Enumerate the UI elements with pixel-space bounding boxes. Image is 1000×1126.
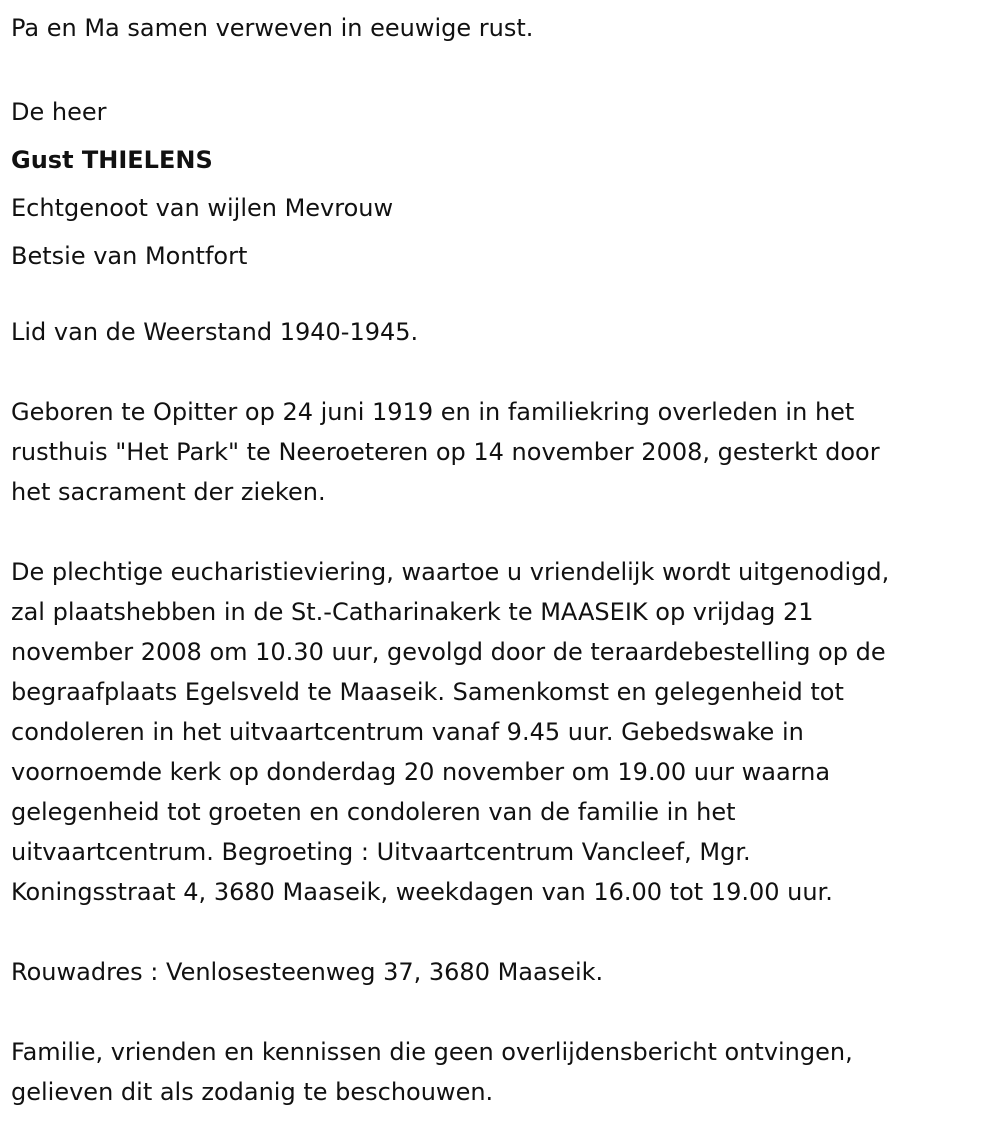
spouse-line-2: Betsie van Montfort <box>11 242 248 270</box>
paragraph-line: condoleren in het uitvaartcentrum vanaf 9.45 uur. Gebedswake in <box>11 718 804 746</box>
spacer <box>11 992 991 1032</box>
paragraph-line: uitvaartcentrum. Begroeting : Uitvaartcentrum Vancleef, Mgr. <box>11 838 751 866</box>
spacer <box>11 280 991 312</box>
birth-death-paragraph <box>11 392 991 512</box>
paragraph-line: begraafplaats Egelsveld te Maaseik. Samenkomst en gelegenheid tot <box>11 678 844 706</box>
membership-line: Lid van de Weerstand 1940-1945. <box>11 318 419 346</box>
paragraph-line: De plechtige eucharistieviering, waartoe u vriendelijk wordt uitgenodigd, <box>11 558 890 586</box>
paragraph-line: voornoemde kerk op donderdag 20 november om 19.00 uur waarna <box>11 758 831 786</box>
spacer <box>11 912 991 952</box>
mourning-address: Rouwadres : Venlosesteenweg 37, 3680 Maaseik. <box>11 958 604 986</box>
obituary-document <box>11 8 991 1112</box>
paragraph-line: Geboren te Opitter op 24 juni 1919 en in familiekring overleden in het <box>11 398 855 426</box>
paragraph-line: Koningsstraat 4, 3680 Maaseik, weekdagen van 16.00 tot 19.00 uur. <box>11 878 833 906</box>
salutation: De heer <box>11 98 107 126</box>
paragraph-line: Familie, vrienden en kennissen die geen overlijdensbericht ontvingen, <box>11 1038 853 1066</box>
paragraph-line: gelegenheid tot groeten en condoleren van de familie in het <box>11 798 736 826</box>
spacer <box>11 352 991 392</box>
paragraph-line: gelieven dit als zodanig te beschouwen. <box>11 1078 494 1106</box>
deceased-name: Gust THIELENS <box>11 146 213 174</box>
service-paragraph <box>11 552 991 912</box>
paragraph-line: rusthuis "Het Park" te Neeroeteren op 14 november 2008, gesterkt door <box>11 438 880 466</box>
paragraph-line: het sacrament der zieken. <box>11 478 326 506</box>
motto-line: Pa en Ma samen verweven in eeuwige rust. <box>11 14 534 42</box>
closing-paragraph <box>11 1032 991 1112</box>
spacer <box>11 48 991 88</box>
spacer <box>11 512 991 552</box>
paragraph-line: november 2008 om 10.30 uur, gevolgd door de teraardebestelling op de <box>11 638 886 666</box>
spouse-line-1: Echtgenoot van wijlen Mevrouw <box>11 194 394 222</box>
paragraph-line: zal plaatshebben in de St.-Catharinakerk te MAASEIK op vrijdag 21 <box>11 598 814 626</box>
